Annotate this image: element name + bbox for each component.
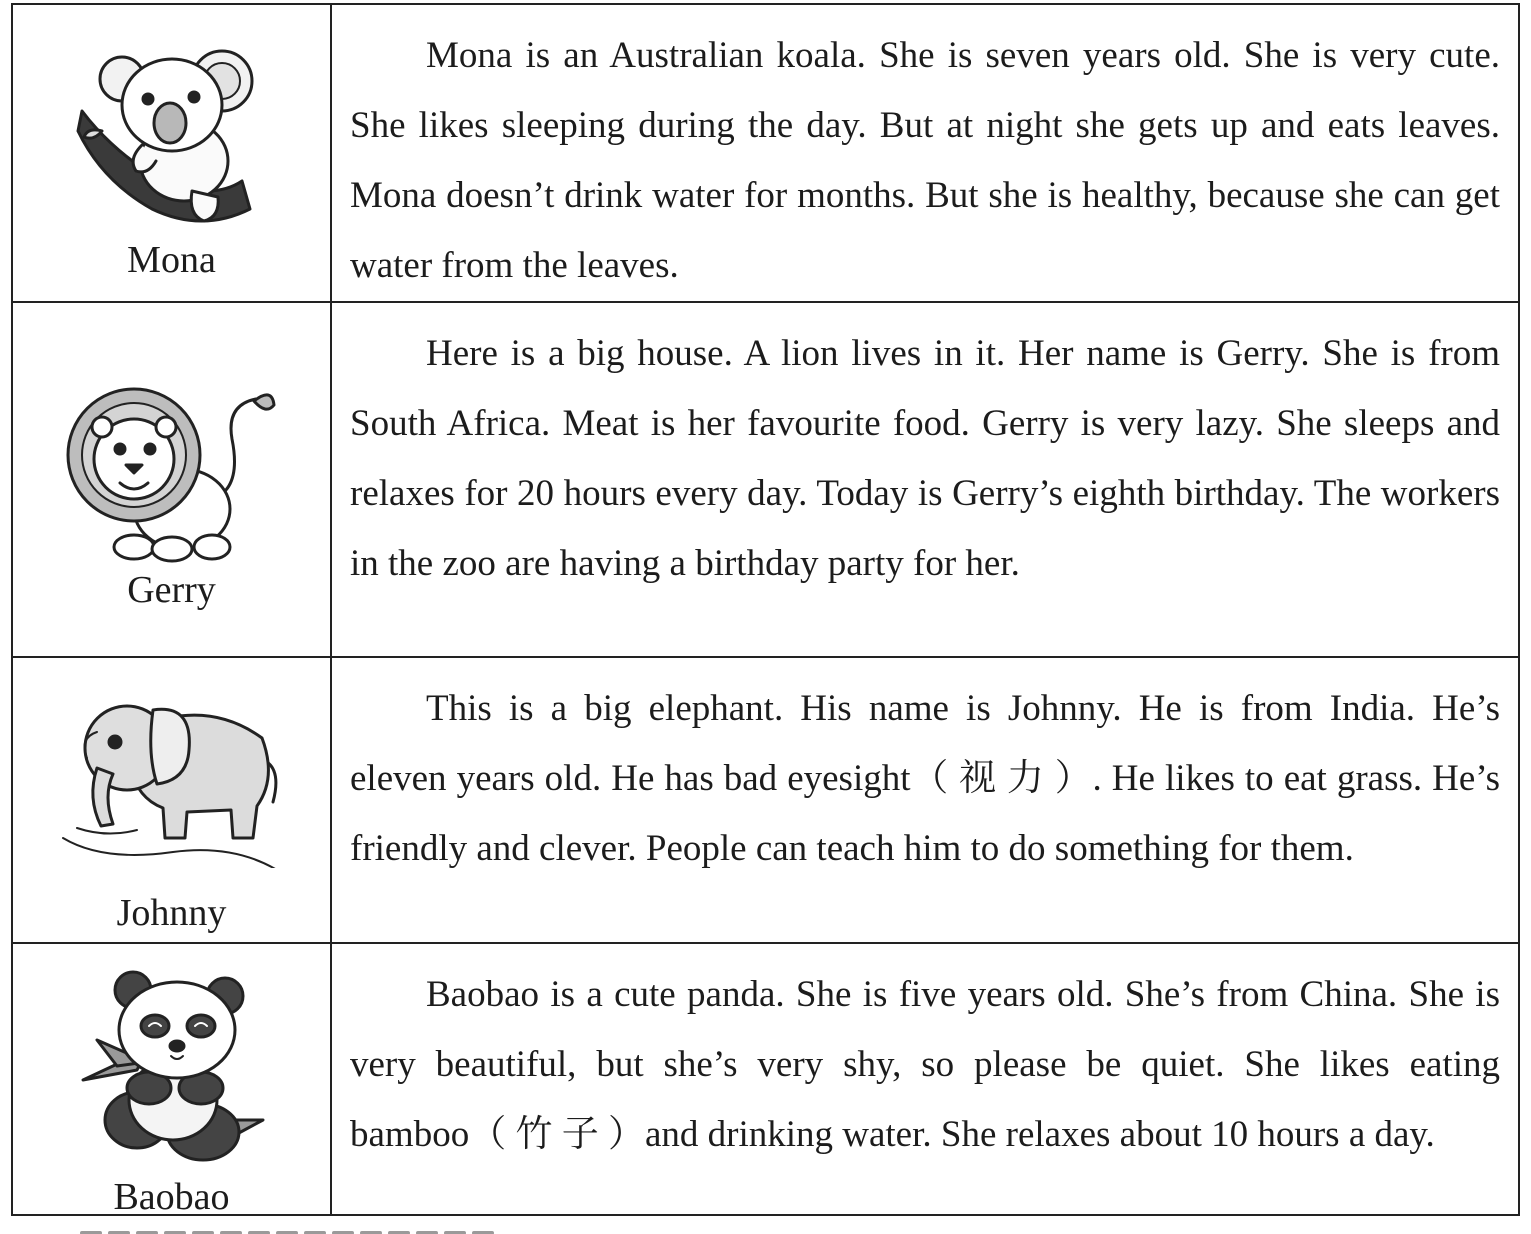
description-cell — [331, 302, 1518, 657]
table-row — [13, 657, 1518, 943]
animal-description: Here is a big house. A lion lives in it. Her name is Gerry. She is from South Africa. Meat is her favourite food. Gerry is very lazy. She sleeps and relaxes for 20 hours every day. Today is Gerry’s eighth birthday. The workers in the zoo are having a birthday party for her. — [350, 333, 1500, 584]
table-row — [13, 302, 1518, 657]
animal-info-table — [11, 3, 1520, 1216]
picture-cell — [13, 302, 331, 657]
picture-cell — [13, 943, 331, 1218]
table-row — [13, 943, 1518, 1214]
picture-cell — [13, 657, 331, 943]
lion-icon — [62, 379, 282, 569]
koala-icon — [72, 41, 272, 241]
animal-description: Mona is an Australian koala. She is seven years old. She is very cute. She likes sleeping during the day. But at night she gets up and eats leaves. Mona doesn’t drink water for months. But she is healthy, because she can get water from the leaves. — [350, 35, 1500, 286]
animal-name-label: Baobao — [113, 1176, 230, 1218]
elephant-icon — [57, 688, 287, 868]
animal-description: Baobao is a cute panda. She is five years old. She’s from China. She is very beautiful, but she’s very shy, so please be quiet. She likes eating bamboo（ 竹 子 ）and drinking water. She relaxes about 10 hours a day. — [350, 974, 1500, 1155]
cropped-text-fragment — [80, 1222, 600, 1234]
animal-name-label: Johnny — [116, 892, 227, 934]
panda-icon — [77, 970, 267, 1170]
picture-cell — [13, 5, 331, 302]
description-cell — [331, 657, 1518, 943]
description-cell — [331, 5, 1518, 302]
animal-table — [13, 5, 1518, 1218]
animal-name-label: Gerry — [127, 569, 216, 611]
description-cell — [331, 943, 1518, 1214]
table-row — [13, 5, 1518, 302]
animal-name-label: Mona — [127, 239, 216, 281]
animal-description: This is a big elephant. His name is Johnny. He is from India. He’s eleven years old. He has bad eyesight（ 视 力 ）. He likes to eat grass. He’s friendly and clever. People can teach him to do something for them. — [350, 688, 1500, 869]
